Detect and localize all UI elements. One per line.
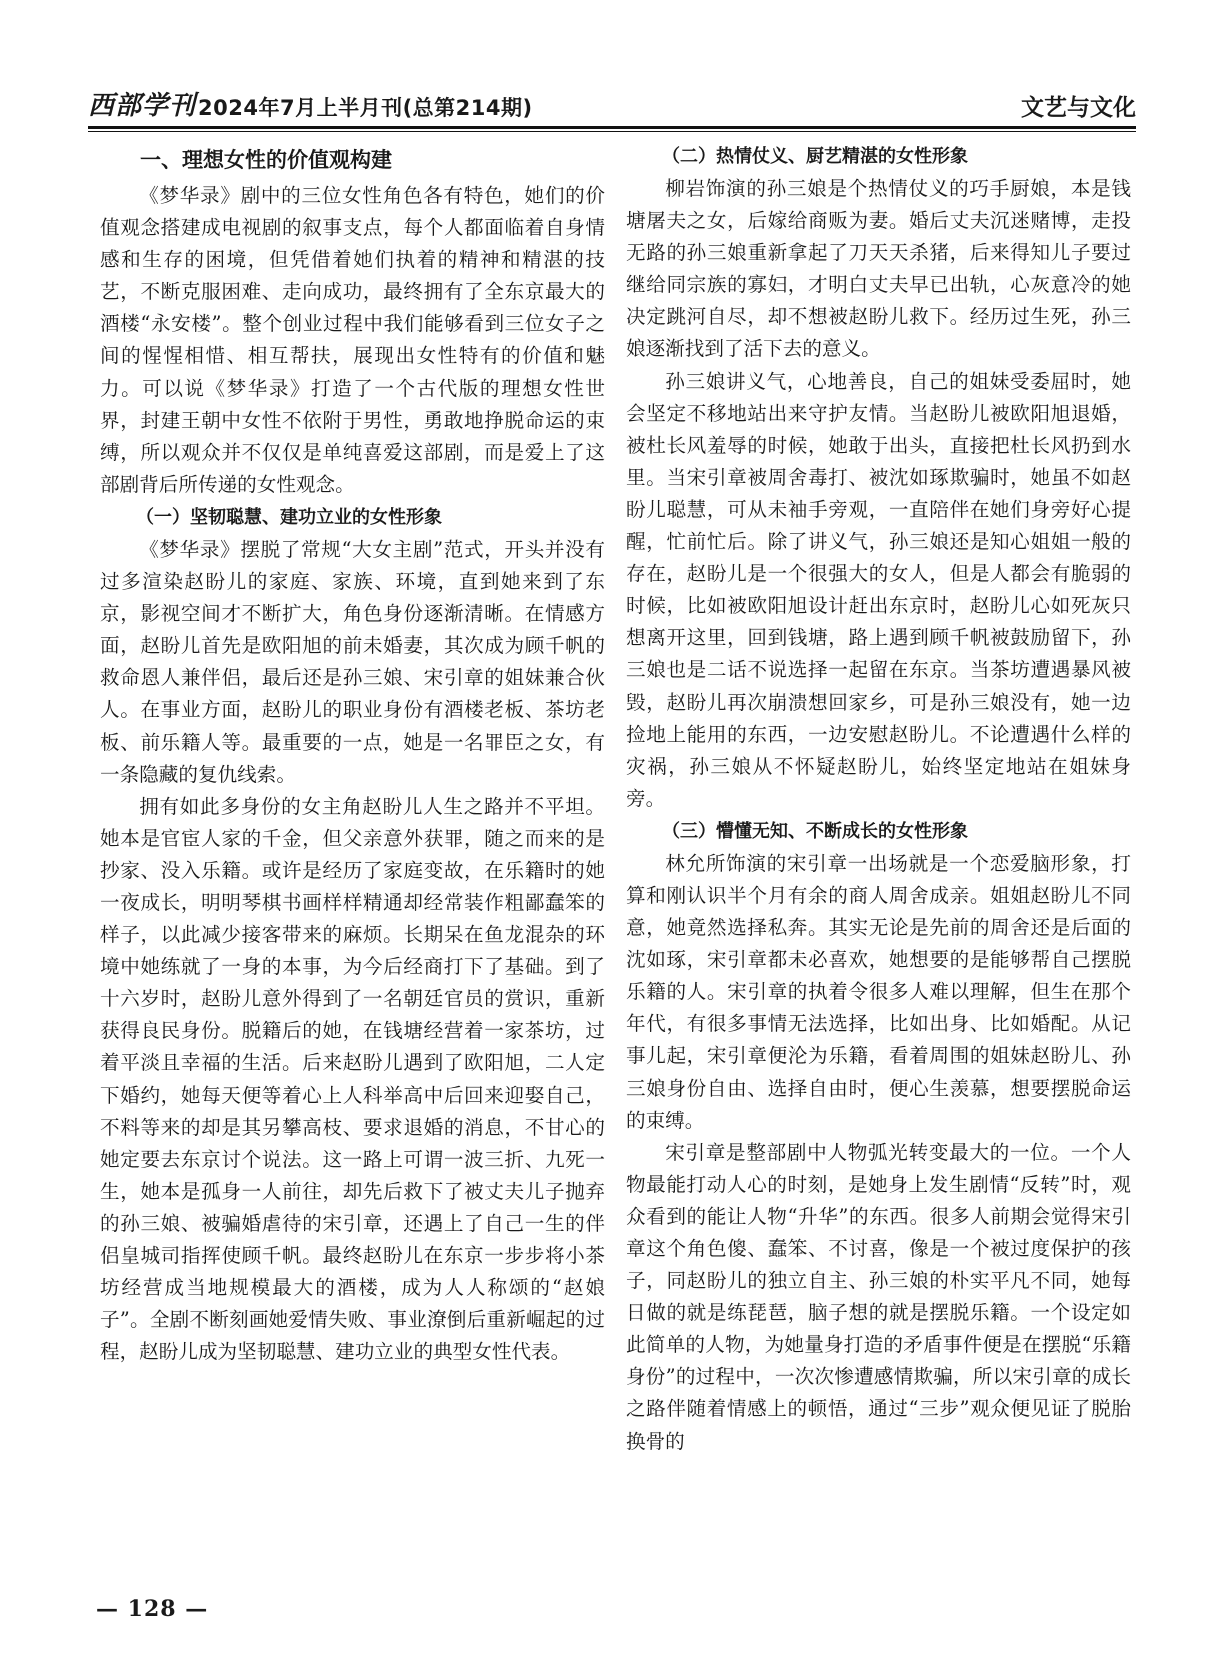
left-column [100,140,605,1368]
subsection-heading: （一）坚韧聪慧、建功立业的女性形象 [136,506,442,528]
body-paragraph: 孙三娘讲义气，心地善良，自己的姐妹受委屈时，她会坚定不移地站出来守护友情。当赵盼儿被欧阳旭退婚，被杜长风羞辱的时候，她敢于出头，直接把杜长风扔到水里。当宋引章被周舍毒打、被沈如琢欺骗时，她虽不如赵盼儿聪慧，可从未袖手旁观，一直陪伴在她们身旁好心提醒，忙前忙后。除了讲义气，孙三娘还是知心姐姐一般的存在，赵盼儿是一个很强大的女人，但是人都会有脆弱的时候，比如被欧阳旭设计赶出东京时，赵盼儿心如死灰只想离开这里，回到钱塘，路上遇到顾千帆被鼓励留下，孙三娘也是二话不说选择一起留在东京。当茶坊遭遇暴风被毁，赵盼儿再次崩溃想回家乡，可是孙三娘没有，她一边捡地上能用的东西，一边安慰赵盼儿。不论遭遇什么样的灾祸，孙三娘从不怀疑赵盼儿，始终坚定地站在姐妹身旁。 [626,369,1131,810]
body-paragraph: 柳岩饰演的孙三娘是个热情仗义的巧手厨娘，本是钱塘屠夫之女，后嫁给商贩为妻。婚后丈夫沉迷赌博，走投无路的孙三娘重新拿起了刀天天杀猪，后来得知儿子要过继给同宗族的寡妇，才明白丈夫早已出轨，心灰意冷的她决定跳河自尽，却不想被赵盼儿救下。经历过生死，孙三娘逐渐找到了活下去的意义。 [626,177,1131,361]
body-paragraph: 宋引章是整部剧中人物弧光转变最大的一位。一个人物最能打动人心的时刻，是她身上发生剧情“反转”时，观众看到的能让人物“升华”的东西。很多人前期会觉得宋引章这个角色傻、蠢笨、不讨喜，像是一个被过度保护的孩子，同赵盼儿的独立自主、孙三娘的朴实平凡不同，她每日做的就是练琵琶，脑子想的就是摆脱乐籍。一个设定如此简单的人物，为她量身打造的矛盾事件便是在摆脱“乐籍身份”的过程中，一次次惨遭感情欺骗，所以宋引章的成长之路伴随着情感上的顿悟，通过“三步”观众便见证了脱胎换骨的 [626,1140,1131,1453]
body-paragraph: 《梦华录》摆脱了常规“大女主剧”范式，开头并没有过多渲染赵盼儿的家庭、家族、环境，直到她来到了东京，影视空间才不断扩大，角色身份逐渐清晰。在情感方面，赵盼儿首先是欧阳旭的前未婚妻，其次成为顾千帆的救命恩人兼伴侣，最后还是孙三娘、宋引章的姐妹兼合伙人。在事业方面，赵盼儿的职业身份有酒楼老板、茶坊老板、前乐籍人等。最重要的一点，她是一名罪臣之女，有一条隐藏的复仇线索。 [100,537,605,786]
section-title: 文艺与文化 [1021,95,1136,121]
issue-info: 2024年7月上半月刊(总第214期) [198,96,533,120]
journal-masthead [88,85,533,122]
page-number: — 128 — [96,1596,209,1622]
journal-logo: 西部学刊 [88,91,197,121]
right-column [626,140,1131,1458]
header-rule [88,126,1136,129]
body-paragraph: 林允所饰演的宋引章一出场就是一个恋爱脑形象，打算和刚认识半个月有余的商人周舍成亲。姐姐赵盼儿不同意，她竟然选择私奔。其实无论是先前的周舍还是后面的沈如琢，宋引章都未必喜欢，她想要的是能够帮自己摆脱乐籍的人。宋引章的执着令很多人难以理解，但生在那个年代，有很多事情无法选择，比如出身、比如婚配。从记事儿起，宋引章便沦为乐籍，看着周围的姐妹赵盼儿、孙三娘身份自由、选择自由时，便心生羡慕，想要摆脱命运的束缚。 [626,851,1131,1132]
subsection-heading: （三）懵懂无知、不断成长的女性形象 [662,820,968,842]
body-paragraph: 拥有如此多身份的女主角赵盼儿人生之路并不平坦。她本是官宦人家的千金，但父亲意外获罪，随之而来的是抄家、没入乐籍。或许是经历了家庭变故，在乐籍时的她一夜成长，明明琴棋书画样样精通却经常装作粗鄙蠢笨的样子，以此减少接客带来的麻烦。长期呆在鱼龙混杂的环境中她练就了一身的本事，为今后经商打下了基础。到了十六岁时，赵盼儿意外得到了一名朝廷官员的赏识，重新获得良民身份。脱籍后的她，在钱塘经营着一家茶坊，过着平淡且幸福的生活。后来赵盼儿遇到了欧阳旭，二人定下婚约，她每天便等着心上人科举高中后回来迎娶自己，不料等来的却是其另攀高枝、要求退婚的消息，不甘心的她定要去东京讨个说法。这一路上可谓一波三折、九死一生，她本是孤身一人前往，却先后救下了被丈夫儿子抛弃的孙三娘、被骗婚虐待的宋引章，还遇上了自己一生的伴侣皇城司指挥使顾千帆。最终赵盼儿在东京一步步将小茶坊经营成当地规模最大的酒楼，成为人人称颂的“赵娘子”。全剧不断刻画她爱情失败、事业潦倒后重新崛起的过程，赵盼儿成为坚韧聪慧、建功立业的典型女性代表。 [100,794,605,1364]
body-paragraph: 《梦华录》剧中的三位女性角色各有特色，她们的价值观念搭建成电视剧的叙事支点，每个人都面临着自身情感和生存的困境，但凭借着她们执着的精神和精湛的技艺，不断克服困难、走向成功，最终拥有了全东京最大的酒楼“永安楼”。整个创业过程中我们能够看到三位女子之间的惺惺相惜、相互帮扶，展现出女性特有的价值和魅力。可以说《梦华录》打造了一个古代版的理想女性世界，封建王朝中女性不依附于男性，勇敢地挣脱命运的束缚，所以观众并不仅仅是单纯喜爱这部剧，而是爱上了这部剧背后所传递的女性观念。 [100,184,605,496]
running-header [88,82,1136,122]
section-heading: 一、理想女性的价值观构建 [140,148,392,172]
header-rule-thin [88,131,1136,132]
subsection-heading: （二）热情仗义、厨艺精湛的女性形象 [662,146,968,167]
